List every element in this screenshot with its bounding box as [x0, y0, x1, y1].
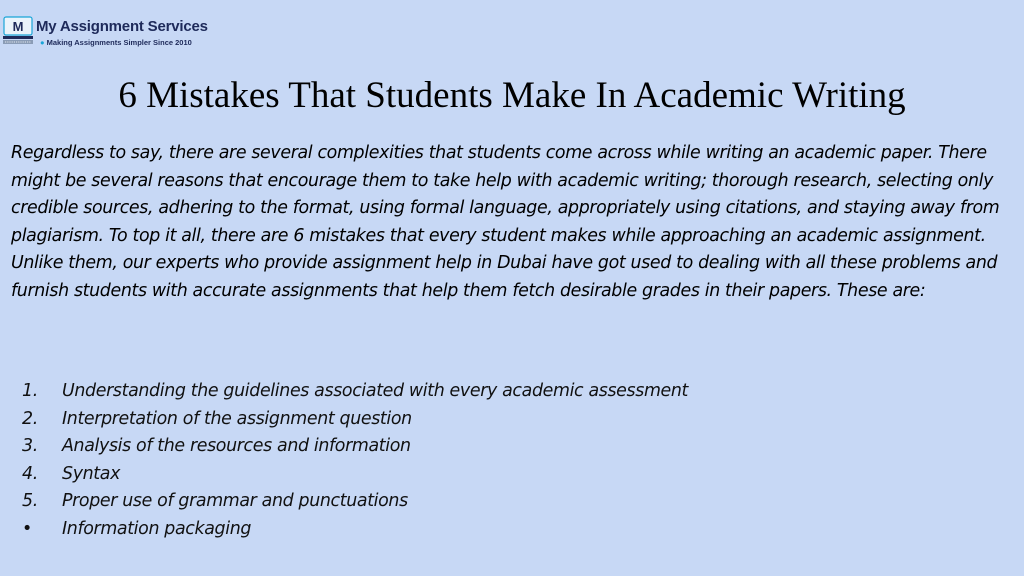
svg-text:M: M: [12, 19, 24, 34]
list-marker: •: [22, 518, 32, 539]
brand-logo: [2, 14, 208, 50]
list-item-text: Proper use of grammar and punctuations: [62, 491, 408, 512]
list-item: [22, 378, 688, 406]
slide-title: 6 Mistakes That Students Make In Academic Writing: [118, 75, 906, 116]
list-item: [22, 461, 688, 489]
droplet-icon: ●: [40, 38, 45, 47]
list-item: [22, 516, 688, 544]
list-item: [22, 488, 688, 516]
list-marker: 3.: [22, 436, 38, 457]
list-marker: 2.: [22, 408, 38, 429]
logo-tagline: [40, 38, 192, 47]
mistakes-list: [22, 378, 688, 544]
logo-tagline-text: Making Assignments Simpler Since 2010: [46, 38, 192, 47]
logo-mark-icon: [2, 14, 34, 46]
list-marker: 5.: [22, 491, 38, 512]
list-item: [22, 406, 688, 434]
list-item: [22, 433, 688, 461]
list-marker: 4.: [22, 463, 38, 484]
logo-name: My Assignment Services: [36, 18, 208, 35]
list-item-text: Interpretation of the assignment question: [62, 408, 412, 429]
list-item-text: Information packaging: [62, 518, 252, 539]
intro-paragraph: Regardless to say, there are several complexities that students come across while writing an academic paper. There might be several reasons that encourage them to take help with academic writing; thorough research, selecting only credible sources, adhering to the format, using formal language, appropriately using citations, and staying away from plagiarism. To top it all, there are 6 mistakes that every student makes while approaching an academic assignment. Unlike them, our experts who provide assignment help in Dubai have got used to dealing with all these problems and furnish students with accurate assignments that help them fetch desirable grades in their papers. These are:: [11, 143, 1000, 301]
list-item-text: Analysis of the resources and information: [62, 436, 411, 457]
list-marker: 1.: [22, 381, 38, 401]
list-item-text: Understanding the guidelines associated with every academic assessment: [62, 381, 689, 401]
list-item-text: Syntax: [62, 463, 121, 484]
